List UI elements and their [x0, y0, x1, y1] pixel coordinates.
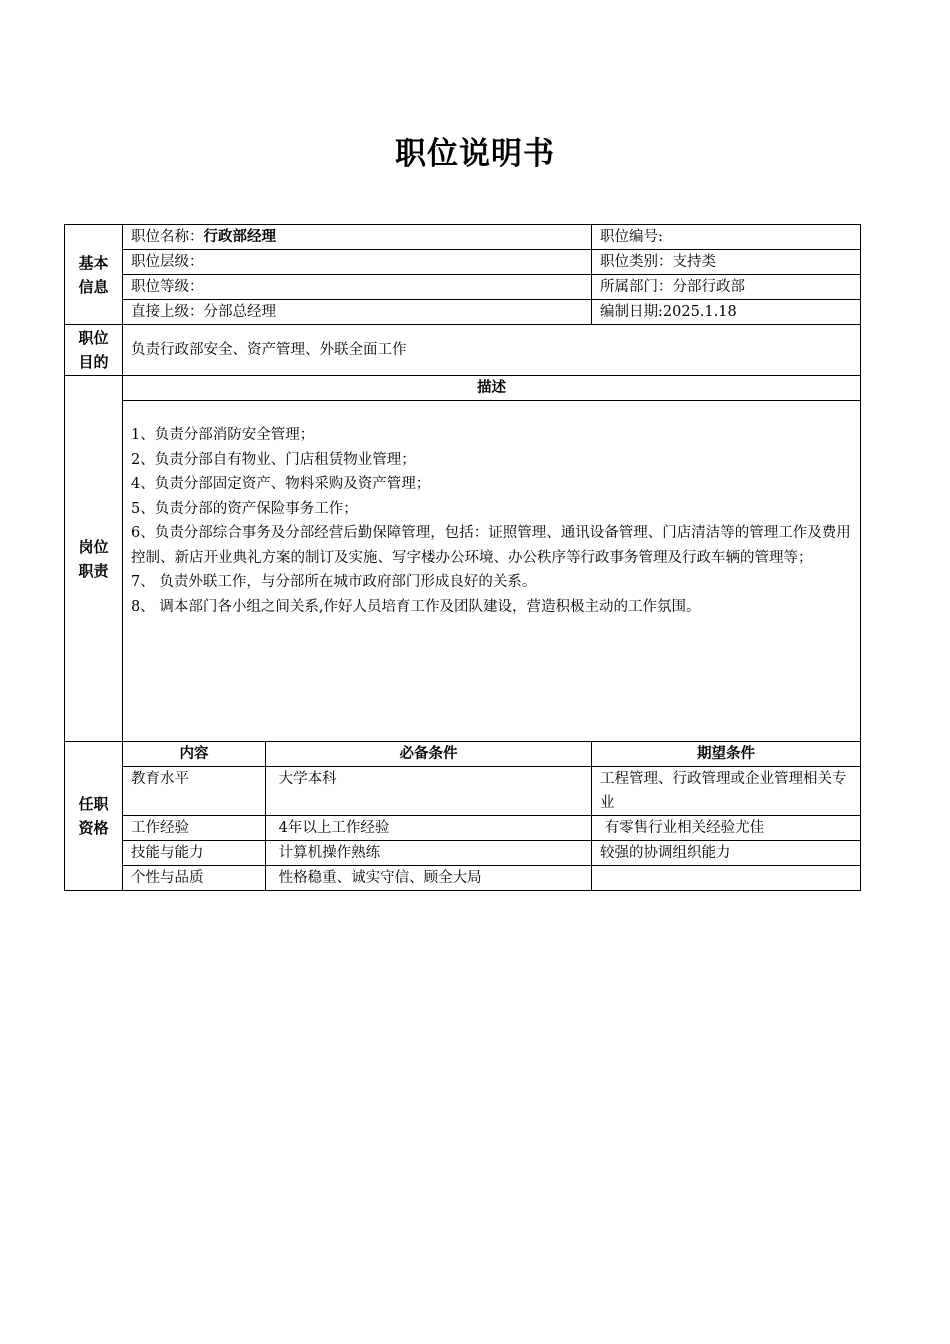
level-cell [123, 250, 592, 275]
duty-item: 7、 负责外联工作，与分部所在城市政府部门形成良好的关系。 [131, 574, 537, 590]
superior-cell [123, 300, 592, 325]
duty-item: 1、负责分部消防安全管理； [131, 427, 315, 443]
date-label: 编制日期: [600, 304, 663, 320]
duty-item: 8、 调本部门各小组之间关系,作好人员培育工作及团队建设，营造积极主动的工作氛围。 [131, 598, 701, 615]
duty-item: 5、负责分部的资产保险事务工作； [131, 500, 358, 517]
qual-header-expected: 期望条件 [592, 742, 861, 767]
section-label-duties [65, 376, 123, 742]
dept-value: 分部行政部 [672, 279, 745, 295]
qual-expected [592, 866, 861, 891]
date-cell [592, 300, 861, 325]
duties-body-row [65, 401, 861, 742]
qual-expected: 较强的协调组织能力 [592, 841, 861, 866]
qual-expected: 有零售行业相关经验尤佳 [592, 816, 861, 841]
qual-header-required: 必备条件 [266, 742, 592, 767]
level-label: 职位层级： [131, 254, 204, 270]
section-purpose-line-2: 目的 [78, 353, 109, 371]
category-cell [592, 250, 861, 275]
table-row [65, 767, 861, 816]
section-purpose-line-1: 职位 [78, 329, 109, 347]
duties-header-row [65, 376, 861, 401]
qual-header-row [65, 742, 861, 767]
purpose-row [65, 325, 861, 376]
qual-header-item: 内容 [123, 742, 266, 767]
superior-label: 直接上级： [131, 304, 204, 320]
position-name-cell [123, 225, 592, 250]
section-qual-line-2: 资格 [78, 819, 109, 837]
job-description-table [64, 224, 861, 891]
qual-item: 个性与品质 [123, 866, 266, 891]
section-duties-line-2: 职责 [78, 561, 109, 580]
category-value: 支持类 [672, 254, 716, 270]
duty-item: 6、负责分部综合事务及分部经营后勤保障管理，包括：证照管理、通讯设备管理、门店清洁等的管理工作及费用控制、新店开业典礼方案的制订及实施、写字楼办公环境、办公秩序等行政事务管理及行政车辆的管理等； [131, 525, 851, 566]
position-name-value: 行政部经理 [203, 229, 276, 245]
position-no-label: 职位编号: [600, 229, 663, 245]
qual-required: 大学本科 [266, 767, 592, 816]
grade-label: 职位等级： [131, 279, 204, 295]
duties-header: 描述 [123, 376, 861, 401]
qual-required: 4年以上工作经验 [266, 816, 592, 841]
basic-row-2 [65, 250, 861, 275]
section-qual-line-1: 任职 [78, 795, 109, 813]
grade-cell [123, 275, 592, 300]
position-name-label: 职位名称： [131, 229, 204, 245]
section-label-basic [65, 225, 123, 325]
dept-label: 所属部门： [600, 279, 673, 295]
position-no-cell [592, 225, 861, 250]
table-row [65, 841, 861, 866]
section-duties-line-1: 岗位 [78, 537, 109, 556]
qual-required: 性格稳重、诚实守信、顾全大局 [266, 866, 592, 891]
date-value: 2025.1.18 [662, 304, 737, 320]
qual-item: 工作经验 [123, 816, 266, 841]
dept-cell [592, 275, 861, 300]
table-row [65, 866, 861, 891]
section-label-qualifications [65, 742, 123, 891]
section-label-purpose [65, 325, 123, 376]
duty-item: 4、负责分部固定资产、物料采购及资产管理； [131, 476, 431, 492]
table-row [65, 816, 861, 841]
qual-item: 教育水平 [123, 767, 266, 816]
page-title: 职位说明书 [395, 136, 555, 172]
basic-row-1 [65, 225, 861, 250]
basic-row-3 [65, 275, 861, 300]
qual-expected: 工程管理、行政管理或企业管理相关专业 [592, 767, 861, 816]
duty-item: 2、负责分部自有物业、门店租赁物业管理； [131, 451, 416, 468]
basic-row-4 [65, 300, 861, 325]
category-label: 职位类别： [600, 254, 673, 270]
purpose-text: 负责行政部安全、资产管理、外联全面工作 [123, 325, 861, 376]
section-basic-line-1: 基本 [78, 253, 109, 272]
duties-list [123, 401, 861, 742]
qual-required: 计算机操作熟练 [266, 841, 592, 866]
superior-value: 分部总经理 [203, 304, 276, 320]
qual-item: 技能与能力 [123, 841, 266, 866]
section-basic-line-2: 信息 [78, 277, 109, 296]
